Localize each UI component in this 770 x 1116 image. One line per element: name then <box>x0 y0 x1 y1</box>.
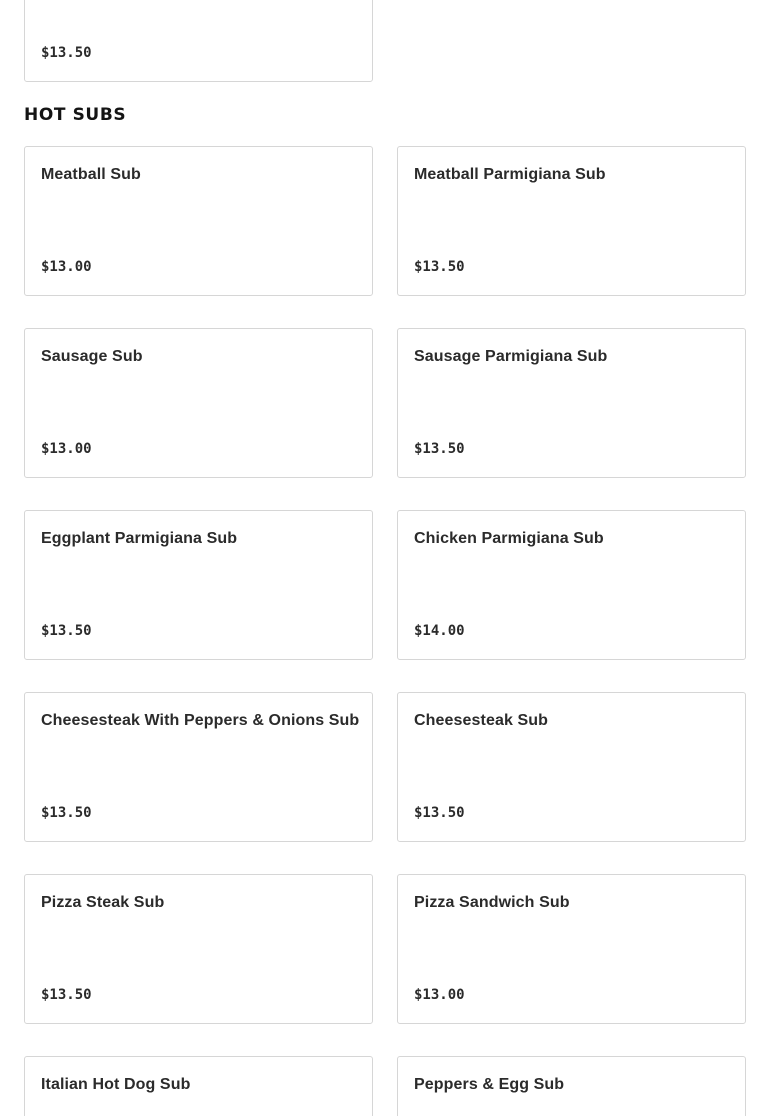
menu-item-name: Cheesesteak With Peppers & Onions Sub <box>41 712 360 729</box>
menu-item-name: Meatball Parmigiana Sub <box>414 166 606 183</box>
menu-item-card[interactable] <box>24 0 373 82</box>
menu-item-name: Cheesesteak Sub <box>414 712 549 729</box>
menu-item-price: $13.00 <box>414 987 465 1003</box>
menu-item-name: Pizza Steak Sub <box>41 894 165 911</box>
menu-item-card[interactable] <box>24 510 373 660</box>
menu-item-price: $13.50 <box>41 623 92 639</box>
menu-item-price: $13.50 <box>41 805 92 821</box>
menu-item-card[interactable] <box>397 510 746 660</box>
menu-item-name: Sausage Parmigiana Sub <box>414 348 608 365</box>
menu-item-card[interactable] <box>24 328 373 478</box>
menu-item-name: Meatball Sub <box>41 166 141 183</box>
menu-item-name: Sausage Sub <box>41 348 143 365</box>
menu-item-price: $14.00 <box>414 623 465 639</box>
menu-item-name: Eggplant Parmigiana Sub <box>41 530 238 547</box>
menu-item-price: $13.00 <box>41 441 92 457</box>
menu-item-price: $13.00 <box>41 259 92 275</box>
menu-item-card[interactable] <box>397 692 746 842</box>
menu-item-card[interactable] <box>397 328 746 478</box>
menu-item-price: $13.50 <box>41 987 92 1003</box>
menu-item-price: $13.50 <box>414 441 465 457</box>
menu-item-name: Peppers & Egg Sub <box>414 1076 565 1093</box>
menu-item-name: Italian Hot Dog Sub <box>41 1076 191 1093</box>
menu-item-card[interactable] <box>24 146 373 296</box>
menu-item-card[interactable] <box>24 874 373 1024</box>
menu-item-price: $13.50 <box>41 45 92 61</box>
menu-item-price: $13.50 <box>414 805 465 821</box>
menu-item-card[interactable] <box>397 874 746 1024</box>
menu-item-card[interactable] <box>24 1056 373 1116</box>
menu-item-card[interactable] <box>397 1056 746 1116</box>
section-title-hot-subs: HOT SUBS <box>24 105 127 125</box>
menu-item-card[interactable] <box>24 692 373 842</box>
menu-item-name: Chicken Parmigiana Sub <box>414 530 604 547</box>
menu-item-card[interactable] <box>397 146 746 296</box>
menu-item-name: Pizza Sandwich Sub <box>414 894 570 911</box>
menu-item-price: $13.50 <box>414 259 465 275</box>
